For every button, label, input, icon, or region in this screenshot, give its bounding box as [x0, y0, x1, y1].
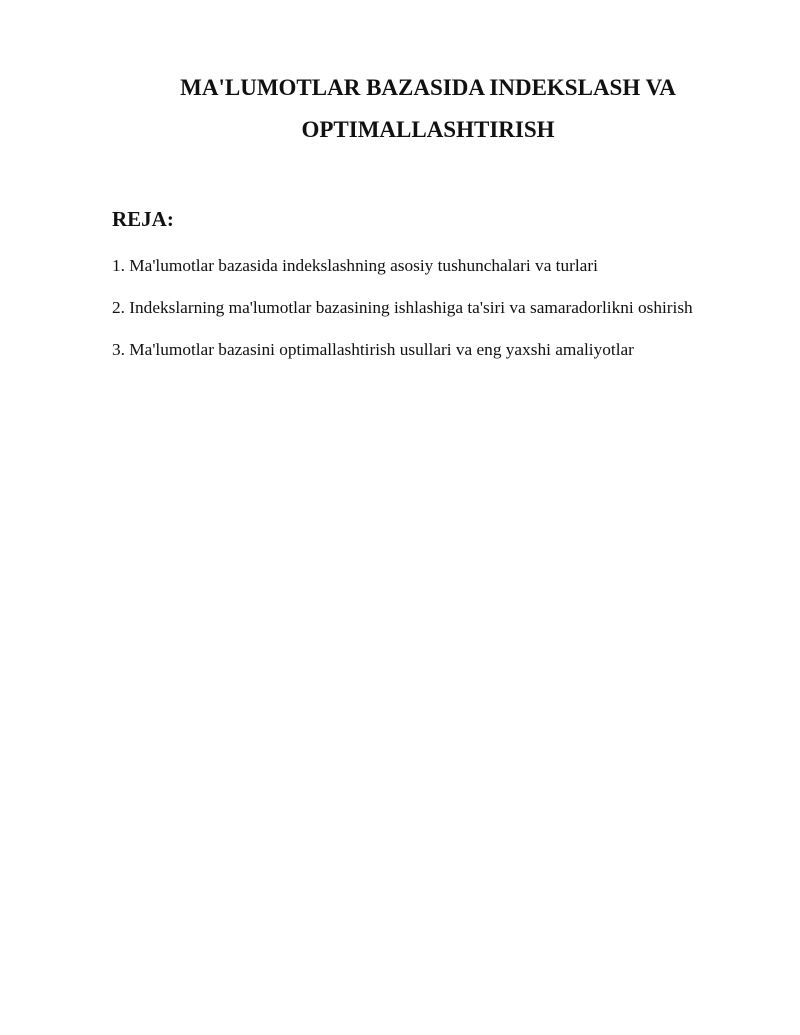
- plan-item-2: 2. Indekslarning ma'lumotlar bazasining ishlashiga ta'siri va samaradorlikni oshirish: [112, 298, 693, 317]
- document-title-line-2: OPTIMALLASHTIRISH: [301, 117, 555, 142]
- plan-heading: REJA:: [112, 207, 174, 231]
- plan-list: [112, 252, 693, 378]
- plan-item-3: 3. Ma'lumotlar bazasini optimallashtirish usullari va eng yaxshi amaliyotlar: [112, 340, 634, 359]
- plan-item-1: 1. Ma'lumotlar bazasida indekslashning asosiy tushunchalari va turlari: [112, 256, 598, 275]
- document-title-line-1: MA'LUMOTLAR BAZASIDA INDEKSLASH VA: [180, 75, 676, 100]
